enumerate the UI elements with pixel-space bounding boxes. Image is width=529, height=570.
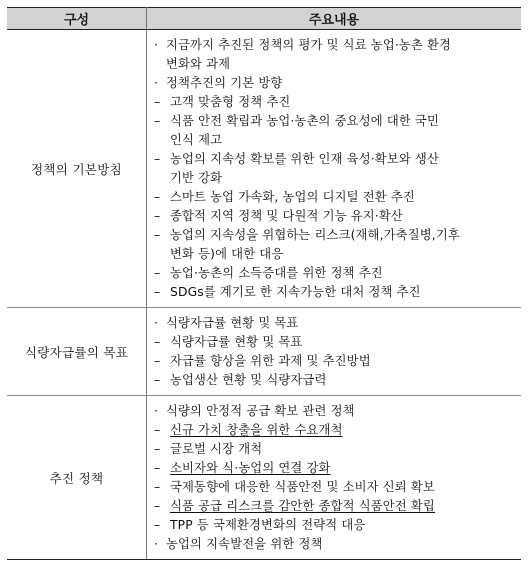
row-label: 추진 정책 (7, 396, 147, 560)
table-row (7, 30, 521, 308)
content-text: 식량의 안정적 공급 확보 관련 정책 (166, 404, 355, 418)
row-label: 정책의 기본방침 (7, 30, 147, 308)
header-main-content: 주요내용 (147, 8, 522, 30)
content-line (154, 55, 513, 74)
row-label: 식량자급률의 목표 (7, 308, 147, 396)
header-row (7, 8, 521, 30)
content-text: 농업·농촌의 소득증대를 위한 정책 추진 (170, 266, 383, 280)
content-line (154, 402, 513, 421)
content-text: TPP 등 국제환경변화의 전략적 대응 (170, 518, 366, 532)
dash-marker: – (154, 335, 161, 349)
content-line (154, 169, 513, 188)
content-line (154, 459, 513, 478)
dash-marker: – (154, 152, 161, 166)
policy-table (7, 7, 521, 560)
dash-marker: – (154, 518, 161, 532)
content-line (154, 226, 513, 245)
content-text: 국제동향에 대응한 식품안전 및 소비자 신뢰 확보 (170, 480, 435, 494)
content-line (154, 150, 513, 169)
content-text: 고객 맞춤형 정책 추진 (170, 95, 291, 109)
content-line (154, 352, 513, 371)
dash-marker: – (154, 442, 161, 456)
dash-marker: – (154, 190, 161, 204)
content-line (154, 283, 513, 302)
dash-marker: – (154, 266, 161, 280)
content-line (154, 497, 513, 516)
content-text: 종합적 지역 정책 및 다원적 기능 유지·확산 (170, 209, 403, 223)
content-text: 지금까지 추진된 정책의 평가 및 식료 농업·농촌 환경 (166, 38, 452, 52)
content-text: 식품 공급 리스크를 감안한 종합적 식품안전 확립 (170, 499, 435, 513)
content-text: 농업생산 현황 및 식량자급력 (170, 373, 327, 387)
table-row (7, 396, 521, 560)
bullet-marker: · (154, 76, 159, 90)
dash-marker: – (154, 209, 161, 223)
content-line (154, 264, 513, 283)
content-text: 소비자와 식·농업의 연결 강화 (170, 461, 331, 475)
content-text: 변화 등)에 대한 대응 (170, 247, 284, 261)
content-text: 기반 강화 (170, 171, 223, 185)
bullet-marker: · (154, 404, 159, 418)
content-text: 변화와 과제 (166, 57, 231, 71)
dash-marker: – (154, 354, 161, 368)
dash-marker: – (154, 114, 161, 128)
content-text: SDGs를 계기로 한 지속가능한 대처 정책 추진 (170, 285, 421, 299)
content-line (154, 188, 513, 207)
content-line (154, 74, 513, 93)
content-text: 스마트 농업 가속화, 농업의 디지털 전환 추진 (170, 190, 415, 204)
row-content (147, 30, 522, 308)
bullet-marker: · (154, 38, 159, 52)
content-text: 농업의 지속성 확보를 위한 인재 육성·확보와 생산 (170, 152, 439, 166)
table-row (7, 308, 521, 396)
dash-marker: – (154, 480, 161, 494)
content-text: 정책추진의 기본 방향 (166, 76, 283, 90)
content-line (154, 207, 513, 226)
bullet-marker: · (154, 537, 159, 551)
content-line (154, 440, 513, 459)
content-line (154, 93, 513, 112)
dash-marker: – (154, 373, 161, 387)
content-line (154, 371, 513, 390)
dash-marker: – (154, 461, 161, 475)
content-text: 글로벌 시장 개척 (170, 442, 263, 456)
dash-marker: – (154, 95, 161, 109)
content-line (154, 112, 513, 131)
content-text: 농업의 지속성을 위협하는 리스크(재해,가축질병,기후 (170, 228, 460, 242)
content-text: 농업의 지속발전을 위한 정책 (166, 537, 323, 551)
dash-marker: – (154, 285, 161, 299)
dash-marker: – (154, 228, 161, 242)
content-line (154, 245, 513, 264)
header-composition: 구성 (7, 8, 147, 30)
content-line (154, 421, 513, 440)
content-text: 식량자급률 현황 및 목표 (170, 335, 303, 349)
content-line (154, 516, 513, 535)
dash-marker: – (154, 499, 161, 513)
content-text: 식량자급률 현황 및 목표 (166, 316, 299, 330)
content-text: 자급률 향상을 위한 과제 및 추진방법 (170, 354, 371, 368)
content-line (154, 131, 513, 150)
content-text: 식품 안전 확립과 농업·농촌의 중요성에 대한 국민 (170, 114, 439, 128)
content-line (154, 535, 513, 554)
content-text: 신규 가치 창출을 위한 수요개척 (170, 423, 343, 437)
row-content (147, 308, 522, 396)
content-line (154, 314, 513, 333)
content-text: 인식 제고 (170, 133, 223, 147)
dash-marker: – (154, 423, 161, 437)
content-line (154, 36, 513, 55)
bullet-marker: · (154, 316, 159, 330)
content-line (154, 333, 513, 352)
row-content (147, 396, 522, 560)
content-line (154, 478, 513, 497)
